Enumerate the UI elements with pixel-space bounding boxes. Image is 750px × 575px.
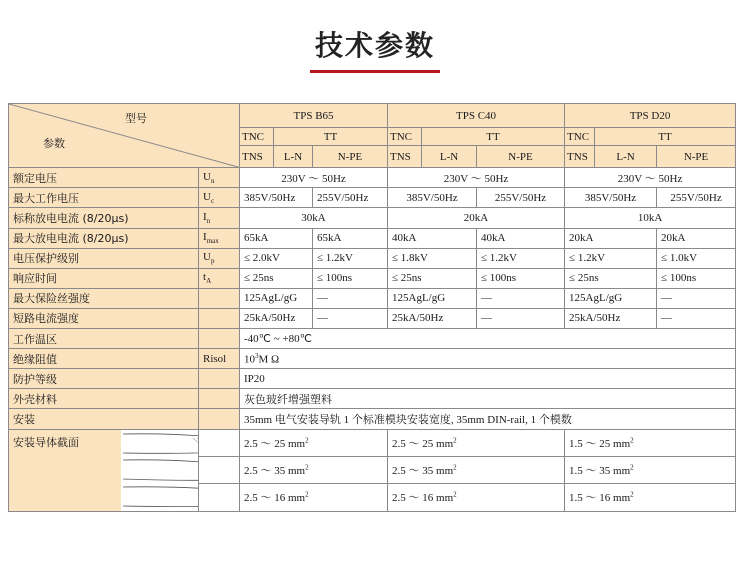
table-row (9, 329, 736, 349)
table-row (9, 188, 736, 208)
value-cell: 125AgL/gG (240, 288, 313, 308)
value-cell: ≤ 1.2kV (565, 248, 657, 268)
table-row (9, 349, 736, 369)
value-cell: 65kA (240, 228, 313, 248)
conductor-value: 2.5 ～ 35 $mm^2$ (388, 456, 565, 483)
row-symbol: $U_c$ (199, 188, 240, 208)
value-cell: — (313, 288, 388, 308)
value-cell: ≤ 2.0kV (240, 248, 313, 268)
header-corner (9, 104, 240, 168)
row-symbol: Risol (199, 349, 240, 369)
value-cell: 20kA (565, 228, 657, 248)
ln-label: L-N (595, 146, 657, 168)
value-cell: 255V/50Hz (313, 188, 388, 208)
conductor-value: 2.5 ～ 16 $mm^2$ (388, 483, 565, 511)
value-cell: 125AgL/gG (388, 288, 477, 308)
row-symbol: $U_p$ (199, 248, 240, 268)
value-cell: 25kA/50Hz (240, 308, 313, 328)
tns-label: TNS (240, 146, 274, 168)
title-underline (310, 70, 440, 73)
row-symbol (199, 288, 240, 308)
value-cell: 230V ～ 50Hz (565, 168, 736, 188)
tnc-label: TNC (240, 128, 274, 146)
value-cell: -40℃ ~ +80℃ (240, 329, 736, 349)
npe-label: N-PE (313, 146, 388, 168)
row-symbol: $I_n$ (199, 208, 240, 228)
value-cell: 25kA/50Hz (565, 308, 657, 328)
row-label: 标称放电电流 (8/20μs) (9, 208, 199, 228)
tnc-label: TNC (565, 128, 595, 146)
value-cell: 65kA (313, 228, 388, 248)
table-row (9, 228, 736, 248)
value-cell: 40kA (477, 228, 565, 248)
conductor-value: 2.5 ～ 25 $mm^2$ (240, 429, 388, 456)
table-row (9, 168, 736, 188)
conductor-value: 2.5 ～ 16 $mm^2$ (240, 483, 388, 511)
row-label: 安装 (9, 409, 199, 429)
value-cell: ≤ 100ns (477, 268, 565, 288)
row-label: 安装导体截面 (13, 435, 79, 449)
table-row (9, 288, 736, 308)
value-cell: — (477, 308, 565, 328)
conductor-value: 1.5 ～ 25 $mm^2$ (565, 429, 736, 456)
value-cell: 385V/50Hz (565, 188, 657, 208)
value-cell: — (313, 308, 388, 328)
value-cell: ≤ 1.0kV (657, 248, 736, 268)
value-cell: 30kA (240, 208, 388, 228)
tt-label: TT (274, 128, 388, 146)
ln-label: L-N (274, 146, 313, 168)
tt-label: TT (595, 128, 736, 146)
row-label: 响应时间 (9, 268, 199, 288)
value-cell: $10^3M$ Ω (240, 349, 736, 369)
row-label: 最大保险丝强度 (9, 288, 199, 308)
table-row (9, 208, 736, 228)
tt-label: TT (422, 128, 565, 146)
row-label: 电压保护级别 (9, 248, 199, 268)
row-label: 短路电流强度 (9, 308, 199, 328)
value-cell: IP20 (240, 369, 736, 389)
table-row (9, 389, 736, 409)
row-symbol (199, 389, 240, 409)
conductor-value: 1.5 ～ 35 $mm^2$ (565, 456, 736, 483)
tns-label: TNS (388, 146, 422, 168)
symbol-blank (199, 456, 240, 483)
value-cell: — (477, 288, 565, 308)
value-cell: ≤ 1.2kV (477, 248, 565, 268)
row-label: 最大放电电流 (8/20μs) (9, 228, 199, 248)
tnc-label: TNC (388, 128, 422, 146)
row-label: 绝缘阻值 (9, 349, 199, 369)
wire-illustrations (121, 430, 199, 512)
value-cell: 25kA/50Hz (388, 308, 477, 328)
value-cell: ≤ 100ns (657, 268, 736, 288)
row-symbol (199, 409, 240, 429)
conductor-cell (9, 429, 199, 512)
stranded-wire-icon (121, 430, 199, 510)
value-cell: ≤ 1.2kV (313, 248, 388, 268)
value-cell: 35mm 电气安装导轨 1 个标准模块安装宽度, 35mm DIN-rail, 1 个模数 (240, 409, 736, 429)
value-cell: 385V/50Hz (388, 188, 477, 208)
row-label: 外壳材料 (9, 389, 199, 409)
conductor-value: 1.5 ～ 16 $mm^2$ (565, 483, 736, 511)
conductor-value: 2.5 ～ 25 $mm^2$ (388, 429, 565, 456)
table-row (9, 409, 736, 429)
row-symbol (199, 329, 240, 349)
npe-label: N-PE (477, 146, 565, 168)
row-symbol: $I_{max}$ (199, 228, 240, 248)
value-cell: ≤ 1.8kV (388, 248, 477, 268)
table-row (9, 248, 736, 268)
table-row (9, 369, 736, 389)
row-label: 防护等级 (9, 369, 199, 389)
tns-label: TNS (565, 146, 595, 168)
corner-label-param: 参数 (43, 137, 65, 151)
value-cell: — (657, 308, 736, 328)
model-b65-header: TPS B65 (240, 104, 388, 128)
table-row (9, 429, 736, 456)
ln-label: L-N (422, 146, 477, 168)
spec-table (8, 103, 736, 512)
value-cell: ≤ 25ns (388, 268, 477, 288)
table-row (9, 268, 736, 288)
value-cell: 20kA (657, 228, 736, 248)
value-cell: 125AgL/gG (565, 288, 657, 308)
value-cell: — (657, 288, 736, 308)
row-symbol: $U_n$ (199, 168, 240, 188)
page-title: 技术参数 (314, 29, 435, 62)
model-c40-header: TPS C40 (388, 104, 565, 128)
table-row (9, 308, 736, 328)
value-cell: 255V/50Hz (657, 188, 736, 208)
row-symbol (199, 308, 240, 328)
npe-label: N-PE (657, 146, 736, 168)
value-cell: 10kA (565, 208, 736, 228)
model-d20-header: TPS D20 (565, 104, 736, 128)
value-cell: 255V/50Hz (477, 188, 565, 208)
value-cell: 灰色玻纤增强塑料 (240, 389, 736, 409)
conductor-value: 2.5 ～ 35 $mm^2$ (240, 456, 388, 483)
row-label: 工作温区 (9, 329, 199, 349)
value-cell: 40kA (388, 228, 477, 248)
value-cell: 230V ～ 50Hz (240, 168, 388, 188)
value-cell: ≤ 25ns (565, 268, 657, 288)
symbol-blank (199, 429, 240, 456)
symbol-blank (199, 483, 240, 511)
corner-label-model: 型号 (125, 112, 147, 125)
value-cell: 385V/50Hz (240, 188, 313, 208)
value-cell: 230V ～ 50Hz (388, 168, 565, 188)
value-cell: 20kA (388, 208, 565, 228)
row-symbol: $t_A$ (199, 268, 240, 288)
row-label: 最大工作电压 (9, 188, 199, 208)
row-symbol (199, 369, 240, 389)
value-cell: ≤ 25ns (240, 268, 313, 288)
row-label: 额定电压 (9, 168, 199, 188)
value-cell: ≤ 100ns (313, 268, 388, 288)
